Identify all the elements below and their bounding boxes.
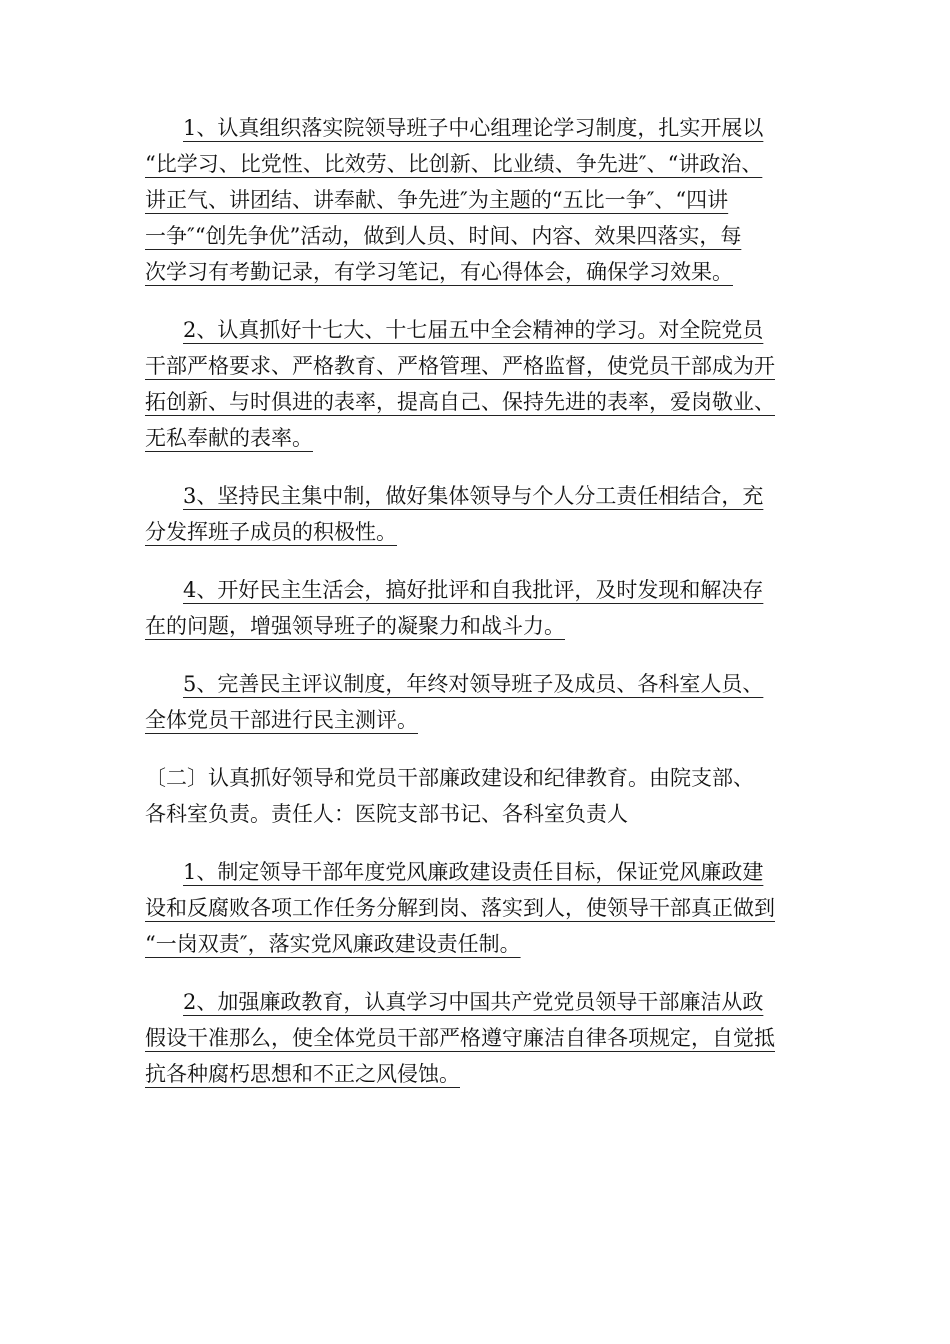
text-line: 〔二〕认真抓好领导和党员干部廉政建设和纪律教育。由院支部、 bbox=[145, 766, 754, 790]
paragraph-8 bbox=[145, 984, 813, 1092]
text-line: 无私奉献的表率。 bbox=[145, 426, 313, 450]
text-line: 1、制定领导干部年度党风廉政建设责任目标，保证党风廉政建 bbox=[183, 860, 764, 884]
text-line: 次学习有考勤记录，有学习笔记，有心得体会，确保学习效果。 bbox=[145, 260, 733, 284]
text-line: 讲正气、讲团结、讲奉献、争先进″为主题的“五比一争″、“四讲 bbox=[145, 188, 729, 212]
text-line: “一岗双责″，落实党风廉政建设责任制。 bbox=[145, 932, 521, 956]
section-heading-2 bbox=[145, 760, 813, 832]
text-line: “比学习、比党性、比效劳、比创新、比业绩、争先进″、“讲政治、 bbox=[145, 152, 763, 176]
text-line: 拓创新、与时俱进的表率，提高自己、保持先进的表率，爱岗敬业、 bbox=[145, 390, 775, 414]
text-line: 2、认真抓好十七大、十七届五中全会精神的学习。对全院党员 bbox=[183, 318, 764, 342]
text-line: 设和反腐败各项工作任务分解到岗、落实到人，使领导干部真正做到 bbox=[145, 896, 775, 920]
text-line: 分发挥班子成员的积极性。 bbox=[145, 520, 397, 544]
paragraph-3 bbox=[145, 478, 813, 550]
text-line: 5、完善民主评议制度，年终对领导班子及成员、各科室人员、 bbox=[183, 672, 764, 696]
paragraph-4 bbox=[145, 572, 813, 644]
text-line: 一争″“创先争优”活动，做到人员、时间、内容、效果四落实，每 bbox=[145, 224, 742, 248]
text-line: 干部严格要求、严格教育、严格管理、严格监督，使党员干部成为开 bbox=[145, 354, 775, 378]
text-line: 假设干准那么，使全体党员干部严格遵守廉洁自律各项规定，自觉抵 bbox=[145, 1026, 775, 1050]
paragraph-1 bbox=[145, 110, 813, 290]
paragraph-5 bbox=[145, 666, 813, 738]
paragraph-7 bbox=[145, 854, 813, 962]
text-line: 1、认真组织落实院领导班子中心组理论学习制度，扎实开展以 bbox=[183, 116, 764, 140]
document-body bbox=[145, 110, 813, 1114]
text-line: 3、坚持民主集中制，做好集体领导与个人分工责任相结合，充 bbox=[183, 484, 764, 508]
text-line: 全体党员干部进行民主测评。 bbox=[145, 708, 418, 732]
text-line: 在的问题，增强领导班子的凝聚力和战斗力。 bbox=[145, 614, 565, 638]
text-line: 各科室负责。责任人：医院支部书记、各科室负责人 bbox=[145, 802, 628, 826]
text-line: 2、加强廉政教育，认真学习中国共产党党员领导干部廉洁从政 bbox=[183, 990, 764, 1014]
text-line: 4、开好民主生活会，搞好批评和自我批评，及时发现和解决存 bbox=[183, 578, 764, 602]
text-line: 抗各种腐朽思想和不正之风侵蚀。 bbox=[145, 1062, 460, 1086]
paragraph-2 bbox=[145, 312, 813, 456]
